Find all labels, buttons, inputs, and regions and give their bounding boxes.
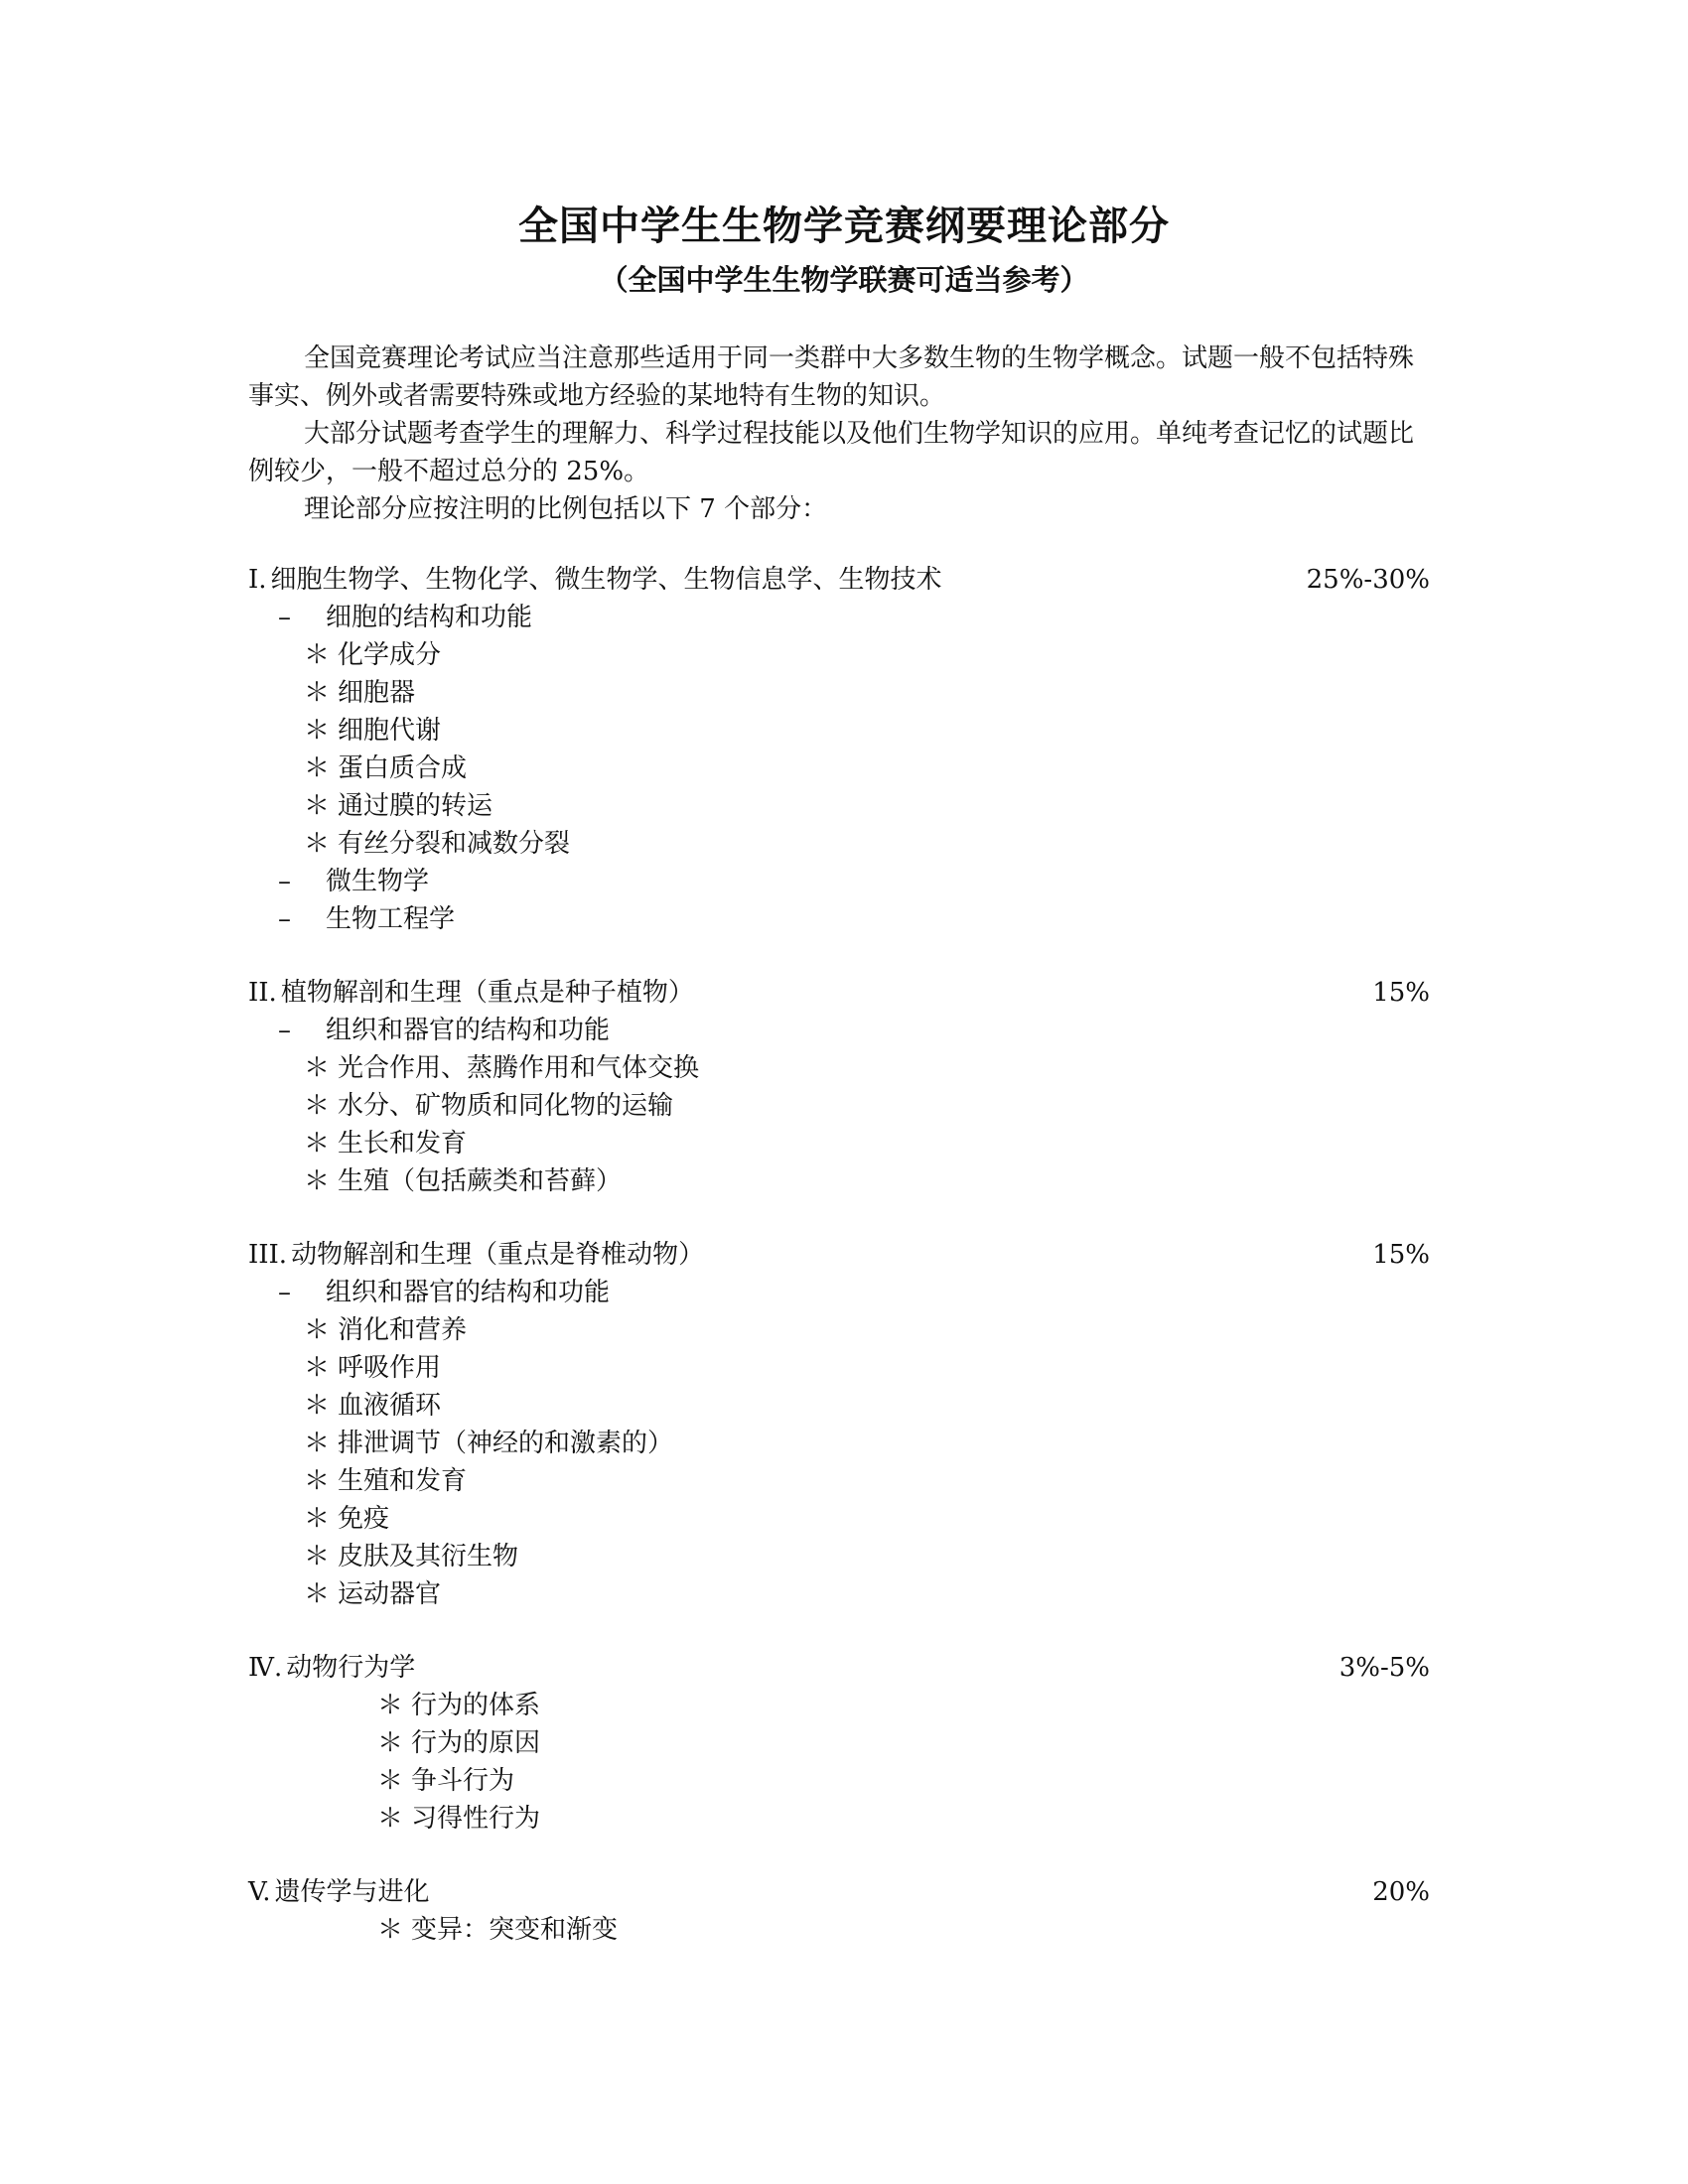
- list-item: [248, 1687, 1435, 1724]
- asterisk-bullet-icon: ＊: [304, 1091, 331, 1121]
- asterisk-bullet-icon: ＊: [304, 716, 331, 746]
- section-heading: [248, 974, 1435, 1012]
- list-item: [248, 1800, 1435, 1838]
- list-item-text: 血液循环: [338, 1391, 442, 1421]
- list-item-text: 习得性行为: [411, 1804, 541, 1834]
- list-item-text: 呼吸作用: [338, 1353, 442, 1383]
- asterisk-bullet-icon: ＊: [304, 640, 331, 670]
- section-percent: 15%: [1372, 1240, 1430, 1270]
- list-item: [248, 787, 1435, 825]
- asterisk-bullet-icon: ＊: [304, 1353, 331, 1383]
- list-item: [248, 1125, 1435, 1162]
- list-item: [248, 1387, 1435, 1425]
- asterisk-bullet-icon: ＊: [304, 753, 331, 783]
- list-item-text: 皮肤及其衍生物: [338, 1542, 519, 1571]
- list-item: [248, 1049, 1435, 1087]
- asterisk-bullet-icon: ＊: [304, 1466, 331, 1496]
- list-item-text: 排泄调节（神经的和激素的）: [338, 1429, 674, 1458]
- dash-bullet-icon: –: [278, 1278, 291, 1307]
- section-percent: 25%-30%: [1306, 565, 1430, 595]
- section-number: Ⅳ.: [248, 1653, 283, 1683]
- intro-paragraph: 理论部分应按注明的比例包括以下 7 个部分：: [304, 494, 828, 524]
- section-number: III.: [248, 1240, 288, 1270]
- section-heading: [248, 561, 1435, 599]
- list-item: [248, 1311, 1435, 1349]
- list-item-text: 化学成分: [338, 640, 442, 670]
- asterisk-bullet-icon: ＊: [304, 1429, 331, 1458]
- asterisk-bullet-icon: ＊: [304, 791, 331, 821]
- asterisk-bullet-icon: ＊: [304, 1315, 331, 1345]
- list-item: [248, 636, 1435, 674]
- section-number: V.: [248, 1877, 271, 1907]
- list-item-text: 有丝分裂和减数分裂: [338, 829, 571, 859]
- document-subtitle: （全国中学生生物学联赛可适当参考）: [599, 263, 1089, 297]
- list-item-text: 光合作用、蒸腾作用和气体交换: [338, 1053, 700, 1083]
- list-item: [248, 1425, 1435, 1462]
- list-item: [248, 1500, 1435, 1538]
- section-number: II.: [248, 978, 277, 1008]
- section-title: 遗传学与进化: [274, 1877, 430, 1907]
- list-item-text: 组织和器官的结构和功能: [326, 1016, 611, 1045]
- section-title: 动物行为学: [286, 1653, 416, 1683]
- list-item: [248, 1575, 1435, 1613]
- asterisk-bullet-icon: ＊: [304, 829, 331, 859]
- list-item: [248, 712, 1435, 750]
- asterisk-bullet-icon: ＊: [304, 1542, 331, 1571]
- asterisk-bullet-icon: ＊: [304, 1391, 331, 1421]
- section: [248, 974, 1435, 1200]
- list-item-text: 运动器官: [338, 1579, 442, 1609]
- section-heading: [248, 1236, 1435, 1274]
- list-item: [248, 1162, 1435, 1200]
- list-item-text: 细胞代谢: [338, 716, 442, 746]
- asterisk-bullet-icon: ＊: [377, 1915, 404, 1945]
- list-item: [248, 1538, 1435, 1575]
- list-item-text: 行为的体系: [411, 1691, 541, 1720]
- section: [248, 1873, 1435, 1949]
- list-item-text: 组织和器官的结构和功能: [326, 1278, 611, 1307]
- section-heading: [248, 1649, 1435, 1687]
- list-item: [248, 674, 1435, 712]
- section-percent: 15%: [1372, 978, 1430, 1008]
- list-item: [248, 750, 1435, 787]
- asterisk-bullet-icon: ＊: [304, 1166, 331, 1196]
- section-number: Ⅰ.: [248, 565, 267, 595]
- asterisk-bullet-icon: ＊: [304, 678, 331, 708]
- list-item-text: 消化和营养: [338, 1315, 468, 1345]
- list-item: [248, 1911, 1435, 1949]
- dash-bullet-icon: –: [278, 603, 291, 632]
- section-percent: 20%: [1372, 1877, 1430, 1907]
- section-heading: [248, 1873, 1435, 1911]
- list-item-text: 微生物学: [326, 867, 430, 896]
- section-percent: 3%-5%: [1338, 1653, 1430, 1683]
- section-title: 植物解剖和生理（重点是种子植物）: [280, 978, 694, 1008]
- list-item: [248, 1724, 1435, 1762]
- asterisk-bullet-icon: ＊: [377, 1691, 404, 1720]
- list-item-text: 生长和发育: [338, 1129, 468, 1159]
- list-item-text: 生物工程学: [326, 904, 456, 934]
- section: [248, 1236, 1435, 1613]
- list-item-text: 细胞的结构和功能: [326, 603, 533, 632]
- asterisk-bullet-icon: ＊: [304, 1129, 331, 1159]
- section-title: 动物解剖和生理（重点是脊椎动物）: [291, 1240, 705, 1270]
- list-item: [248, 900, 1435, 938]
- syllabus-sections: [248, 561, 1435, 1984]
- list-item-text: 行为的原因: [411, 1728, 541, 1758]
- list-item: [248, 1012, 1435, 1049]
- asterisk-bullet-icon: ＊: [304, 1504, 331, 1534]
- asterisk-bullet-icon: ＊: [304, 1579, 331, 1609]
- list-item-text: 生殖（包括蕨类和苔藓）: [338, 1166, 623, 1196]
- list-item: [248, 599, 1435, 636]
- document-title: 全国中学生生物学竞赛纲要理论部分: [518, 203, 1170, 249]
- list-item-text: 免疫: [338, 1504, 390, 1534]
- list-item-text: 水分、矿物质和同化物的运输: [338, 1091, 674, 1121]
- list-item: [248, 1087, 1435, 1125]
- list-item-text: 争斗行为: [411, 1766, 515, 1796]
- list-item: [248, 1762, 1435, 1800]
- intro-paragraph: 大部分试题考查学生的理解力、科学过程技能以及他们生物学知识的应用。单纯考查记忆的试题比例较少，一般不超过总分的 25%。: [248, 419, 1415, 486]
- section-title: 细胞生物学、生物化学、微生物学、生物信息学、生物技术: [270, 565, 942, 595]
- list-item: [248, 825, 1435, 863]
- intro-paragraph: 全国竞赛理论考试应当注意那些适用于同一类群中大多数生物的生物学概念。试题一般不包括特殊事实、例外或者需要特殊或地方经验的某地特有生物的知识。: [248, 343, 1415, 411]
- list-item-text: 细胞器: [338, 678, 416, 708]
- list-item: [248, 1462, 1435, 1500]
- asterisk-bullet-icon: ＊: [377, 1766, 404, 1796]
- dash-bullet-icon: –: [278, 867, 291, 896]
- list-item-text: 生殖和发育: [338, 1466, 468, 1496]
- dash-bullet-icon: –: [278, 1016, 291, 1045]
- list-item: [248, 863, 1435, 900]
- list-item: [248, 1274, 1435, 1311]
- list-item-text: 蛋白质合成: [338, 753, 468, 783]
- intro-text: [248, 340, 1435, 528]
- list-item-text: 变异：突变和渐变: [411, 1915, 619, 1945]
- section: [248, 1649, 1435, 1838]
- list-item-text: 通过膜的转运: [338, 791, 493, 821]
- dash-bullet-icon: –: [278, 904, 291, 934]
- asterisk-bullet-icon: ＊: [377, 1804, 404, 1834]
- section: [248, 561, 1435, 938]
- asterisk-bullet-icon: ＊: [304, 1053, 331, 1083]
- asterisk-bullet-icon: ＊: [377, 1728, 404, 1758]
- list-item: [248, 1349, 1435, 1387]
